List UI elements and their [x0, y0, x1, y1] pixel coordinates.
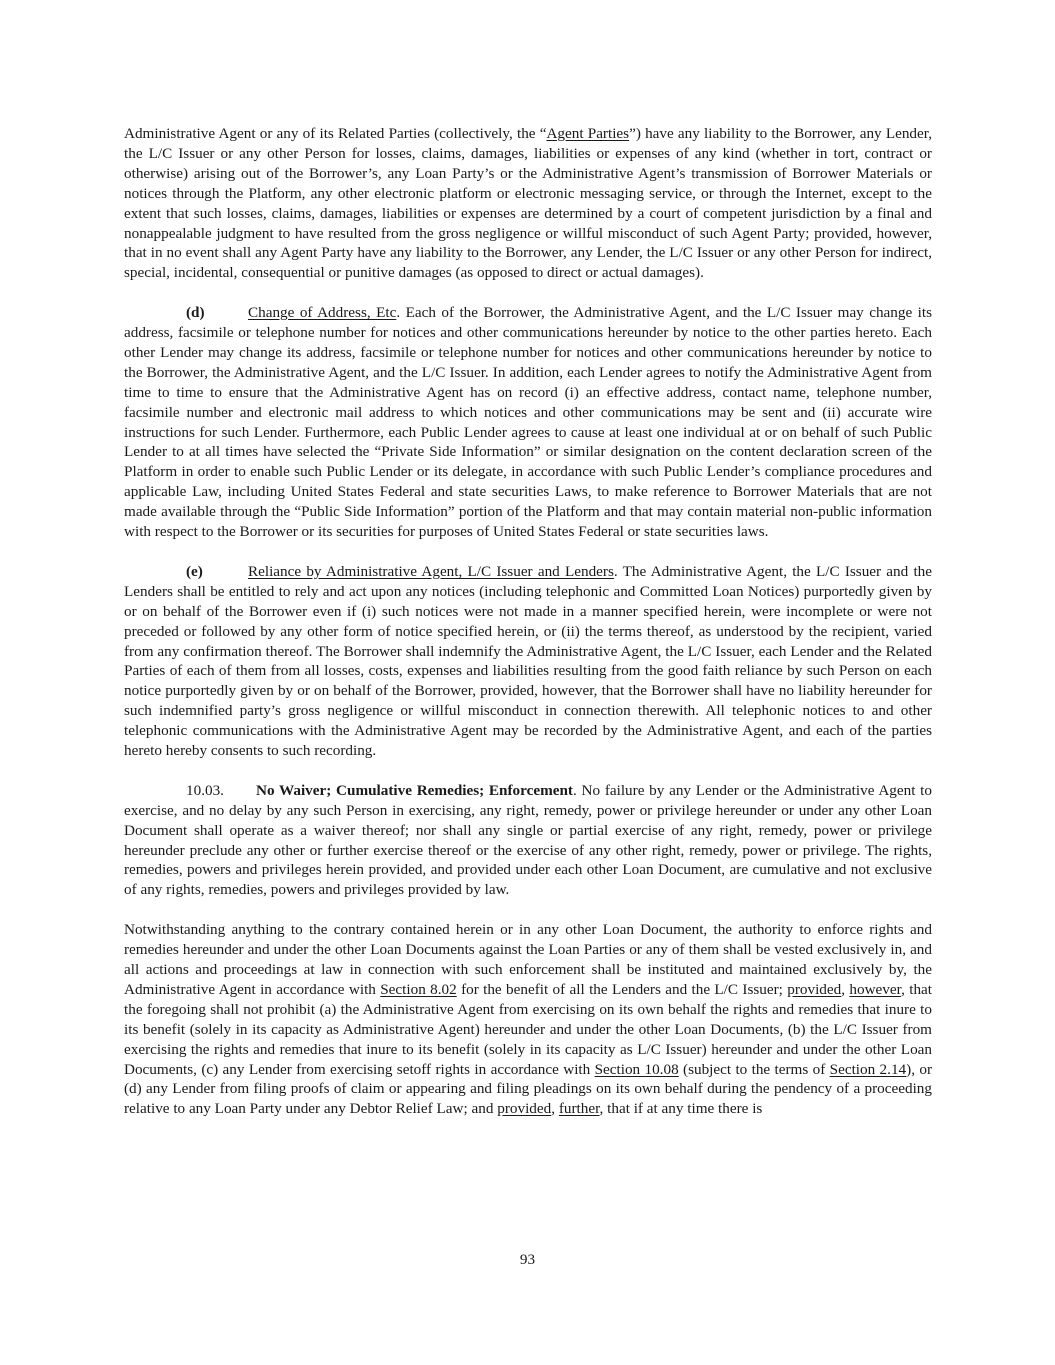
section-heading: No Waiver; Cumulative Remedies; Enforcement	[256, 781, 573, 799]
term-further: further	[558, 1100, 600, 1118]
paragraph-d-heading: Change of Address, Etc	[248, 304, 397, 322]
paragraph-d: (d) Change of Address, Etc. Each of the Borrower, the Administrative Agent, and the L/C Issuer may change its address, facsimile or telephone number for notices and other communications hereunder by notice to the other parties hereto. Each other Lender may change its address, facsimile or telephone number for notices and other communications hereunder by notice to the Borrower, the Administrative Agent, and the L/C Issuer. In addition, each Lender agrees to notify the Administrative Agent from time to time to ensure that the Administrative Agent has on record (i) an effective address, contact name, telephone number, facsimile number and electronic mail address to which notices and other communications may be sent and (ii) accurate wire instructions for such Lender. Furthermore, each Public Lender agrees to cause at least one individual at or on behalf of such Public Lender to at all times have selected the “Private Side Information” or similar designation on the content declaration screen of the Platform in order to enable such Public Lender or its delegate, in accordance with such Public Lender’s compliance procedures and applicable Law, including United States Federal and state securities Laws, to make reference to Borrower Materials that are not made available through the “Public Side Information” portion of the Platform and that may contain material non-public information with respect to the Borrower or its securities for purposes of United States Federal or state securities laws.	[124, 304, 933, 541]
paragraph-c-continued: Administrative Agent or any of its Related Parties (collectively, the “Agent Parties”) have any liability to the Borrower, any Lender, the L/C Issuer or any other Person for losses, claims, damages, liabilities or expenses of any kind (whether in tort, contract or otherwise) arising out of the Borrower’s, any Loan Party’s or the Administrative Agent’s transmission of Borrower Materials or notices through the Platform, any other electronic platform or electronic messaging service, or through the Internet, except to the extent that such losses, claims, damages, liabilities or expenses are determined by a court of competent jurisdiction by a final and nonappealable judgment to have resulted from the gross negligence or willful misconduct of such Agent Party; provided, however, that in no event shall any Agent Party have any liability to the Borrower, any Lender, the L/C Issuer or any other Person for indirect, special, incidental, consequential or punitive damages (as opposed to direct or actual damages).	[124, 125, 933, 282]
paragraph-e-heading: Reliance by Administrative Agent, L/C Issuer and Lenders	[248, 562, 614, 580]
cross-reference-section-8-02: Section 8.02	[380, 980, 457, 998]
section-10-03: 10.03. No Waiver; Cumulative Remedies; Enforcement. No failure by any Lender or the Administrative Agent to exercise, and no delay by any such Person in exercising, any right, remedy, power or privilege hereunder or under any other Loan Document shall operate as a waiver thereof; nor shall any single or partial exercise of any right, remedy, power or privilege hereunder preclude any other or further exercise thereof or the exercise of any other right, remedy, power or privilege. The rights, remedies, powers and privileges herein provided, and provided under each other Loan Document, are cumulative and not exclusive of any rights, remedies, powers and privileges provided by law.	[124, 781, 932, 899]
defined-term-agent-parties: Agent Parties	[546, 125, 630, 142]
term-however: however	[849, 980, 902, 998]
document-page	[124, 124, 932, 1139]
section-number: 10.03.	[186, 781, 224, 799]
term-provided: provided	[787, 980, 842, 998]
page-number: 93	[519, 1251, 536, 1268]
term-provided-2: provided	[497, 1100, 552, 1118]
paragraph-e-label: (e)	[186, 562, 203, 580]
paragraph-e: (e) Reliance by Administrative Agent, L/C Issuer and Lenders. The Administrative Agent, the L/C Issuer and the Lenders shall be entitled to rely and act upon any notices (including telephonic and Committed Loan Notices) purportedly given by or on behalf of the Borrower even if (i) such notices were not made in a manner specified herein, were incomplete or were not preceded or followed by any other form of notice specified herein, or (ii) the terms thereof, as understood by the recipient, varied from any confirmation thereof. The Borrower shall indemnify the Administrative Agent, the L/C Issuer, each Lender and the Related Parties of each of them from all losses, costs, expenses and liabilities resulting from the good faith reliance by such Person on each notice purportedly given by or on behalf of the Borrower, provided, however, that the Borrower shall have no liability hereunder for such indemnified party’s gross negligence or willful misconduct in connection therewith. All telephonic notices to and other telephonic communications with the Administrative Agent may be recorded by the Administrative Agent, and each of the parties hereto hereby consents to such recording.	[124, 562, 932, 760]
paragraph-d-label: (d)	[186, 304, 205, 322]
cross-reference-section-10-08: Section 10.08	[594, 1060, 679, 1078]
cross-reference-section-2-14: Section 2.14	[829, 1060, 907, 1078]
paragraph-notwithstanding: Notwithstanding anything to the contrary contained herein or in any other Loan Document, the authority to enforce rights and remedies hereunder and under the other Loan Documents against the Loan Parties or any of them shall be vested exclusively in, and all actions and proceedings at law in connection with such enforcement shall be instituted and maintained exclusively by, the Administrative Agent in accordance with Section 8.02 for the benefit of all the Lenders and the L/C Issuer; provided, however, that the foregoing shall not prohibit (a) the Administrative Agent from exercising on its own behalf the rights and remedies that inure to its benefit (solely in its capacity as Administrative Agent) hereunder and under the other Loan Documents, (b) the L/C Issuer from exercising the rights and remedies that inure to its benefit (solely in its capacity as L/C Issuer) hereunder and under the other Loan Documents, (c) any Lender from exercising setoff rights in accordance with Section 10.08 (subject to the terms of Section 2.14), or (d) any Lender from filing proofs of claim or appearing and filing pleadings on its own behalf during the pendency of a proceeding relative to any Loan Party under any Debtor Relief Law; and provided, further, that if at any time there is	[124, 921, 932, 1118]
